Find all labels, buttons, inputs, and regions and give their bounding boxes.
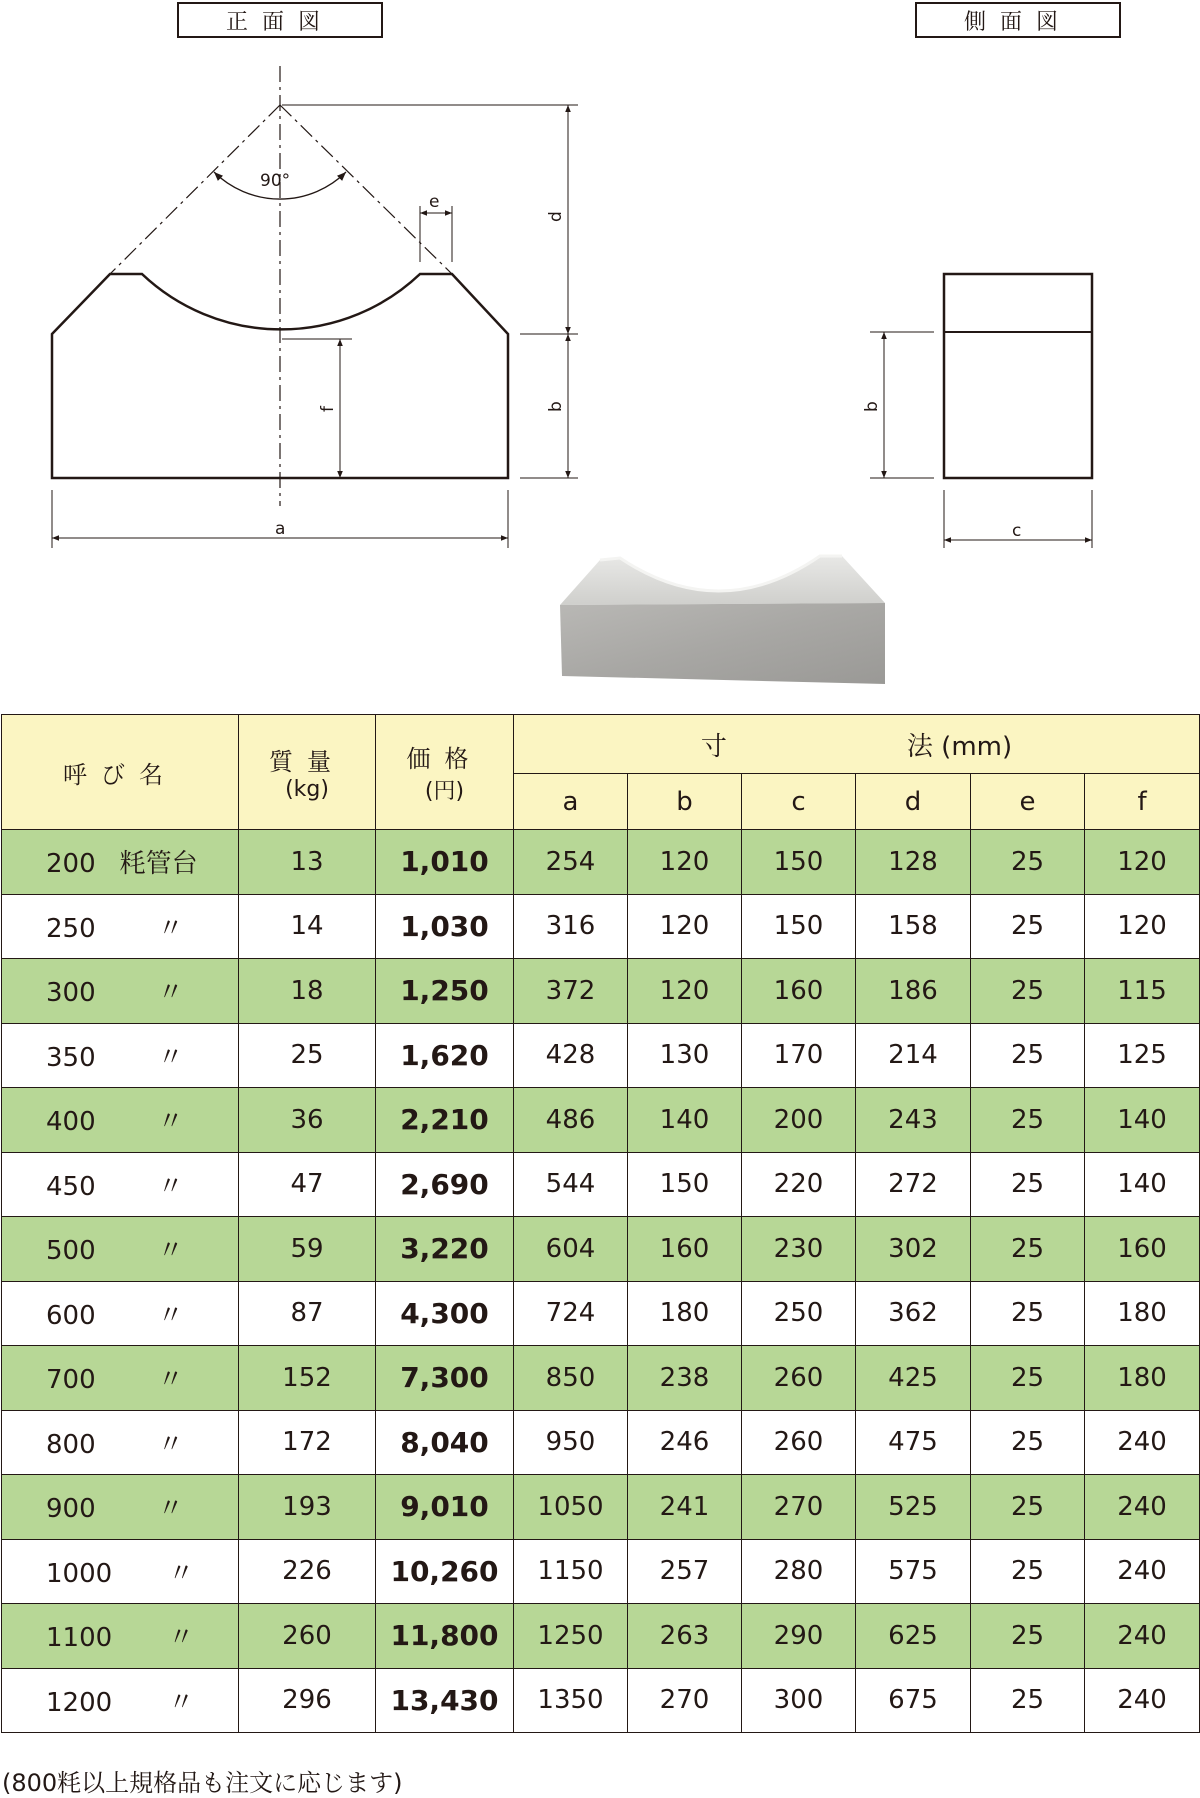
dim-b-text-front: b — [546, 401, 566, 412]
cell-b: 120 — [628, 830, 742, 895]
cell-name — [2, 1475, 239, 1540]
dim-d-text: d — [546, 211, 566, 222]
table-row — [2, 1152, 1200, 1217]
cell-price: 7,300 — [376, 1346, 514, 1411]
cell-b: 130 — [628, 1023, 742, 1088]
side-view-outline — [944, 274, 1092, 478]
cell-c: 230 — [742, 1217, 856, 1282]
header-col-a: a — [514, 774, 628, 830]
cell-name — [2, 959, 239, 1024]
cell-c: 270 — [742, 1475, 856, 1540]
cell-price: 8,040 — [376, 1410, 514, 1475]
cell-d: 575 — [856, 1539, 971, 1604]
cell-f: 125 — [1085, 1023, 1200, 1088]
cell-e: 25 — [971, 894, 1085, 959]
cell-c: 150 — [742, 830, 856, 895]
dim-f-text: f — [318, 406, 338, 412]
cell-a: 316 — [514, 894, 628, 959]
cell-c: 280 — [742, 1539, 856, 1604]
cell-b: 160 — [628, 1217, 742, 1282]
cell-e: 25 — [971, 1088, 1085, 1153]
cell-suffix: 〃 — [157, 1494, 184, 1525]
cell-e: 25 — [971, 1152, 1085, 1217]
cell-mass: 172 — [239, 1410, 376, 1475]
table-row — [2, 1539, 1200, 1604]
cell-suffix: 〃 — [168, 1687, 195, 1718]
header-col-b: b — [628, 774, 742, 830]
dim-e-text: e — [429, 192, 440, 212]
cell-f: 240 — [1085, 1475, 1200, 1540]
cell-f: 120 — [1085, 894, 1200, 959]
cell-name — [2, 894, 239, 959]
cell-size: 900 — [46, 1494, 96, 1525]
cell-f: 140 — [1085, 1088, 1200, 1153]
cell-a: 428 — [514, 1023, 628, 1088]
cell-mass: 36 — [239, 1088, 376, 1153]
cell-size: 500 — [46, 1236, 96, 1267]
cell-d: 425 — [856, 1346, 971, 1411]
cell-size: 200 — [46, 849, 96, 880]
cell-suffix: 〃 — [168, 1558, 195, 1589]
cell-suffix: 〃 — [157, 1365, 184, 1396]
cell-c: 260 — [742, 1346, 856, 1411]
cell-price: 4,300 — [376, 1281, 514, 1346]
product-photo — [560, 556, 885, 684]
cell-d: 128 — [856, 830, 971, 895]
table-row — [2, 1023, 1200, 1088]
header-col-e: e — [971, 774, 1085, 830]
header-mass: 質量 (kg) — [239, 715, 376, 830]
cell-name — [2, 830, 239, 895]
cell-size: 450 — [46, 1171, 96, 1202]
cell-e: 25 — [971, 1410, 1085, 1475]
cell-suffix: 〃 — [157, 1236, 184, 1267]
cell-b: 150 — [628, 1152, 742, 1217]
cell-d: 525 — [856, 1475, 971, 1540]
cell-price: 1,620 — [376, 1023, 514, 1088]
cell-price: 9,010 — [376, 1475, 514, 1540]
cell-mass: 87 — [239, 1281, 376, 1346]
cell-mass: 226 — [239, 1539, 376, 1604]
cell-d: 475 — [856, 1410, 971, 1475]
spec-table — [1, 714, 1200, 1733]
cell-e: 25 — [971, 1604, 1085, 1669]
cell-name — [2, 1410, 239, 1475]
cell-price: 10,260 — [376, 1539, 514, 1604]
cell-suffix: 〃 — [157, 1107, 184, 1138]
cell-price: 13,430 — [376, 1668, 514, 1733]
cell-name — [2, 1604, 239, 1669]
cell-price: 3,220 — [376, 1217, 514, 1282]
cell-c: 260 — [742, 1410, 856, 1475]
cell-suffix: 〃 — [168, 1623, 195, 1654]
cell-d: 214 — [856, 1023, 971, 1088]
cell-mass: 152 — [239, 1346, 376, 1411]
cell-e: 25 — [971, 1281, 1085, 1346]
header-name: 呼び名 — [2, 715, 239, 830]
table-row — [2, 1668, 1200, 1733]
cell-b: 257 — [628, 1539, 742, 1604]
cell-name — [2, 1281, 239, 1346]
cell-d: 158 — [856, 894, 971, 959]
cell-d: 186 — [856, 959, 971, 1024]
cell-f: 240 — [1085, 1410, 1200, 1475]
front-view-label: 正面図 — [177, 2, 383, 38]
cell-a: 724 — [514, 1281, 628, 1346]
table-row — [2, 1604, 1200, 1669]
cell-f: 240 — [1085, 1539, 1200, 1604]
cell-a: 1250 — [514, 1604, 628, 1669]
dim-b-text-side: b — [862, 401, 882, 412]
cell-e: 25 — [971, 1668, 1085, 1733]
table-row — [2, 959, 1200, 1024]
cell-c: 160 — [742, 959, 856, 1024]
cell-a: 1050 — [514, 1475, 628, 1540]
table-row — [2, 1346, 1200, 1411]
cell-size: 600 — [46, 1300, 96, 1331]
table-row — [2, 1217, 1200, 1282]
cell-c: 300 — [742, 1668, 856, 1733]
cell-price: 1,030 — [376, 894, 514, 959]
dim-c-text: c — [1012, 521, 1022, 541]
cell-name — [2, 1217, 239, 1282]
cell-b: 180 — [628, 1281, 742, 1346]
side-view-label: 側面図 — [915, 2, 1121, 38]
cell-e: 25 — [971, 1346, 1085, 1411]
header-col-f: f — [1085, 774, 1200, 830]
table-row — [2, 1088, 1200, 1153]
cell-size: 400 — [46, 1107, 96, 1138]
cell-suffix: 〃 — [157, 978, 184, 1009]
header-dimensions: 寸 法 (mm) — [514, 715, 1200, 774]
cell-f: 240 — [1085, 1668, 1200, 1733]
cell-b: 246 — [628, 1410, 742, 1475]
cell-f: 160 — [1085, 1217, 1200, 1282]
cell-c: 200 — [742, 1088, 856, 1153]
construction-line-left — [110, 105, 280, 274]
cell-size: 300 — [46, 978, 96, 1009]
cell-suffix: 粍管台 — [119, 849, 198, 880]
cell-a: 604 — [514, 1217, 628, 1282]
cell-a: 486 — [514, 1088, 628, 1153]
cell-mass: 193 — [239, 1475, 376, 1540]
cell-price: 1,250 — [376, 959, 514, 1024]
cell-c: 250 — [742, 1281, 856, 1346]
table-row — [2, 1281, 1200, 1346]
cell-d: 675 — [856, 1668, 971, 1733]
cell-mass: 25 — [239, 1023, 376, 1088]
cell-f: 140 — [1085, 1152, 1200, 1217]
table-row — [2, 1410, 1200, 1475]
cell-a: 544 — [514, 1152, 628, 1217]
cell-size: 1100 — [46, 1623, 113, 1654]
cell-b: 120 — [628, 894, 742, 959]
cell-mass: 13 — [239, 830, 376, 895]
cell-name — [2, 1088, 239, 1153]
cell-size: 1200 — [46, 1687, 113, 1718]
cell-mass: 296 — [239, 1668, 376, 1733]
cell-mass: 260 — [239, 1604, 376, 1669]
cell-d: 272 — [856, 1152, 971, 1217]
table-row — [2, 830, 1200, 895]
cell-price: 2,210 — [376, 1088, 514, 1153]
header-col-c: c — [742, 774, 856, 830]
cell-size: 700 — [46, 1365, 96, 1396]
cell-f: 240 — [1085, 1604, 1200, 1669]
cell-e: 25 — [971, 1217, 1085, 1282]
header-price: 価格 (円) — [376, 715, 514, 830]
cell-a: 372 — [514, 959, 628, 1024]
cell-e: 25 — [971, 830, 1085, 895]
cell-name — [2, 1346, 239, 1411]
cell-e: 25 — [971, 1023, 1085, 1088]
cell-size: 350 — [46, 1042, 96, 1073]
cell-d: 243 — [856, 1088, 971, 1153]
cell-d: 362 — [856, 1281, 971, 1346]
cell-b: 270 — [628, 1668, 742, 1733]
construction-line-right — [280, 105, 452, 274]
cell-c: 150 — [742, 894, 856, 959]
cell-e: 25 — [971, 1475, 1085, 1540]
cell-e: 25 — [971, 959, 1085, 1024]
cell-b: 238 — [628, 1346, 742, 1411]
cell-b: 140 — [628, 1088, 742, 1153]
cell-mass: 14 — [239, 894, 376, 959]
cell-size: 250 — [46, 913, 96, 944]
cell-f: 120 — [1085, 830, 1200, 895]
cell-price: 11,800 — [376, 1604, 514, 1669]
footnote: (800粍以上規格品も注文に応じます) — [2, 1769, 403, 1797]
cell-a: 950 — [514, 1410, 628, 1475]
cell-suffix: 〃 — [157, 913, 184, 944]
cell-name — [2, 1023, 239, 1088]
cell-a: 1350 — [514, 1668, 628, 1733]
cell-c: 170 — [742, 1023, 856, 1088]
cell-b: 120 — [628, 959, 742, 1024]
table-row — [2, 894, 1200, 959]
cell-name — [2, 1539, 239, 1604]
cell-price: 1,010 — [376, 830, 514, 895]
cell-c: 220 — [742, 1152, 856, 1217]
cell-suffix: 〃 — [157, 1042, 184, 1073]
technical-drawing — [0, 0, 1200, 700]
cell-size: 800 — [46, 1429, 96, 1460]
cell-mass: 59 — [239, 1217, 376, 1282]
cell-suffix: 〃 — [157, 1300, 184, 1331]
cell-mass: 47 — [239, 1152, 376, 1217]
header-col-d: d — [856, 774, 971, 830]
dim-a-text: a — [275, 519, 286, 539]
cell-f: 180 — [1085, 1346, 1200, 1411]
cell-d: 302 — [856, 1217, 971, 1282]
cell-name — [2, 1668, 239, 1733]
angle-text: 90° — [260, 171, 291, 191]
cell-c: 290 — [742, 1604, 856, 1669]
cell-a: 254 — [514, 830, 628, 895]
cell-a: 1150 — [514, 1539, 628, 1604]
table-row — [2, 1475, 1200, 1540]
cell-f: 115 — [1085, 959, 1200, 1024]
cell-suffix: 〃 — [157, 1171, 184, 1202]
cell-mass: 18 — [239, 959, 376, 1024]
cell-f: 180 — [1085, 1281, 1200, 1346]
cell-b: 241 — [628, 1475, 742, 1540]
cell-d: 625 — [856, 1604, 971, 1669]
cell-a: 850 — [514, 1346, 628, 1411]
cell-b: 263 — [628, 1604, 742, 1669]
cell-price: 2,690 — [376, 1152, 514, 1217]
cell-name — [2, 1152, 239, 1217]
cell-e: 25 — [971, 1539, 1085, 1604]
cell-suffix: 〃 — [157, 1429, 184, 1460]
cell-size: 1000 — [46, 1558, 113, 1589]
